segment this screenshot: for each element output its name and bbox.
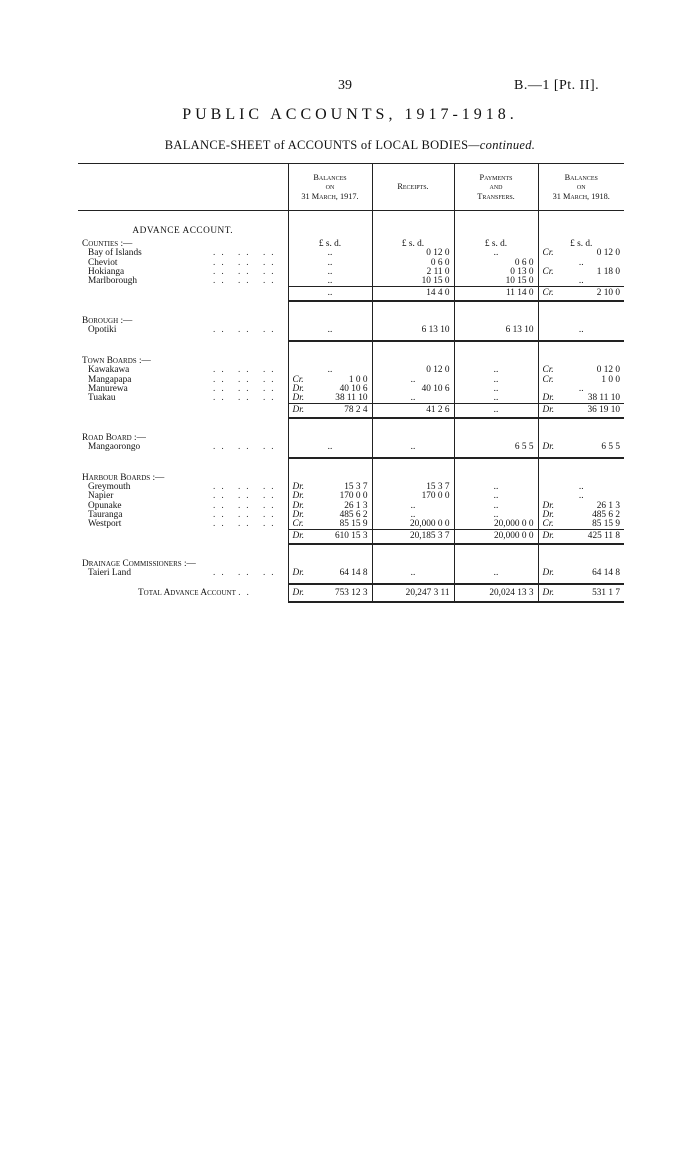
receipts: .. (372, 376, 454, 385)
balance-1918: .. (538, 492, 624, 501)
table-row: Opotiki .. .. .. .. 6 13 10 6 13 10 .. (78, 326, 624, 341)
header-blank (78, 164, 288, 211)
table-row: Hokianga .. .. .. .. 2 11 0 0 13 0 Cr. 1 18 0 (78, 268, 624, 277)
subtotal-1918: 36 19 10 (587, 404, 620, 415)
row-name: Bay of Islands (88, 248, 142, 259)
table-row: Manurewa .. .. .. Dr. 40 10 6 40 10 6 .. .. (78, 385, 624, 394)
balance-1917: 170 0 0 (339, 491, 368, 502)
table-row: Taieri Land .. .. .. Dr. 64 14 8 .. .. Dr. 64 14 8 (78, 569, 624, 584)
row-name: Opotiki (88, 324, 117, 335)
subtotal-1917: 610 15 3 (334, 530, 368, 541)
table-row: Westport .. .. .. Cr. 85 15 9 20,000 0 0 20,000 0 0 Cr. 85 15 9 (78, 520, 624, 530)
row-name: Tauranga (88, 509, 123, 520)
grand-total-payments: 20,024 13 3 (454, 584, 538, 602)
table-row: Bay of Islands .. .. .. .. 0 12 0 .. Cr. 0 12 0 (78, 249, 624, 258)
balance-1918: 85 15 9 (592, 519, 620, 530)
receipts: 0 12 0 (372, 366, 454, 375)
counties-heading: Counties :— (82, 239, 133, 250)
receipts: 170 0 0 (372, 492, 454, 501)
payments: 20,000 0 0 (454, 520, 538, 530)
subtitle-suffix: —continued. (468, 138, 536, 152)
balance-1917: 26 1 3 (344, 500, 368, 511)
receipts: 20,000 0 0 (372, 520, 454, 530)
payments: .. (454, 376, 538, 385)
account-title: ADVANCE ACCOUNT. (132, 226, 234, 236)
balance-1917: 1 0 0 (348, 374, 368, 385)
receipts: 0 12 0 (372, 249, 454, 258)
town-boards-heading: Town Boards :— (82, 356, 151, 367)
balance-1917: 85 15 9 (339, 519, 368, 530)
receipts: .. (372, 394, 454, 404)
balance-1917: 15 3 7 (344, 482, 368, 493)
subtitle-main: BALANCE-SHEET of ACCOUNTS of LOCAL BODIES (164, 138, 469, 152)
payments: .. (454, 249, 538, 258)
subtotal-payments: 20,000 0 0 (454, 530, 538, 544)
balance-1918: 64 14 8 (592, 567, 620, 578)
row-name: Opunake (88, 500, 122, 511)
receipts: 10 15 0 (372, 277, 454, 287)
lsd-label: £ s. d. (288, 240, 372, 249)
row-name: Mangapapa (88, 374, 132, 385)
receipts: .. (372, 511, 454, 520)
balance-1918: 1 0 0 (601, 374, 620, 385)
subtotal-1918: 2 10 0 (596, 287, 620, 298)
payments: .. (454, 502, 538, 511)
payments: 10 15 0 (454, 277, 538, 287)
receipts: 6 13 10 (372, 326, 454, 341)
payments: 0 6 0 (454, 259, 538, 268)
subtotal-1917: 78 2 4 (344, 404, 368, 415)
section-heading-row (78, 317, 624, 326)
row-name: Mangaorongo (88, 441, 141, 452)
balance-1917: 64 14 8 (339, 567, 368, 578)
subtotal-1918: 425 11 8 (587, 530, 620, 541)
grand-total-1917: 753 12 3 (334, 587, 368, 598)
drainage-heading: Drainage Commissioners :— (82, 558, 196, 569)
row-name: Kawakawa (88, 365, 130, 376)
balance-1918: 38 11 10 (587, 392, 620, 403)
harbour-boards-heading: Harbour Boards :— (82, 473, 165, 484)
balance-1917: .. (288, 326, 372, 341)
payments: .. (454, 394, 538, 404)
subtotal-receipts: 14 4 0 (372, 287, 454, 301)
table-row: Napier .. .. .. Dr. 170 0 0 170 0 0 .. .. (78, 492, 624, 501)
balance-1917: .. (288, 277, 372, 287)
balance-1918: .. (538, 326, 624, 341)
row-name: Cheviot (88, 257, 118, 268)
balance-1917: .. (288, 268, 372, 277)
balance-1918: 0 12 0 (596, 365, 620, 376)
subtotal-payments: 11 14 0 (454, 287, 538, 301)
subtotal-payments: .. (454, 404, 538, 418)
balance-1917: .. (288, 259, 372, 268)
subtotal-receipts: 20,185 3 7 (372, 530, 454, 544)
balance-1918-prefix: Cr. (542, 266, 554, 277)
balance-1918: 26 1 3 (596, 500, 620, 511)
road-board-heading: Road Board :— (82, 432, 146, 443)
lsd-label: £ s. d. (454, 240, 538, 249)
row-name: Greymouth (88, 482, 131, 493)
balance-1918: .. (538, 385, 624, 394)
grand-total-label: Total Advance Account (138, 587, 236, 598)
grand-total-row: Total Advance Account .. Dr. 753 12 3 20,247 3 11 20,024 13 3 Dr. 531 1 7 (78, 584, 624, 602)
subtotal-row: .. 14 4 0 11 14 0 Cr. 2 10 0 (78, 287, 624, 301)
payments: 6 5 5 (454, 443, 538, 458)
grand-total-1918: 531 1 7 (592, 587, 620, 598)
row-name: Tuakau (88, 392, 116, 403)
row-name: Westport (88, 519, 122, 530)
receipts: 0 6 0 (372, 259, 454, 268)
table-row: Greymouth .. .. .. Dr. 15 3 7 15 3 7 .. .. (78, 483, 624, 492)
balance-1917: .. (288, 249, 372, 258)
balance-1918: 485 6 2 (592, 509, 620, 520)
payments: 0 13 0 (454, 268, 538, 277)
receipts: .. (372, 443, 454, 458)
table-row: Mangapapa .. .. .. Cr. 1 0 0 .. .. Cr. 1 0 0 (78, 376, 624, 385)
payments: .. (454, 511, 538, 520)
receipts: 40 10 6 (372, 385, 454, 394)
subtotal-row: Dr. 610 15 3 20,185 3 7 20,000 0 0 Dr. 425 11 8 (78, 530, 624, 544)
lsd-label: £ s. d. (538, 240, 624, 249)
borough-heading: Borough :— (82, 315, 133, 326)
receipts: .. (372, 569, 454, 584)
header-receipts: Receipts. (372, 164, 454, 211)
balance-1918: 1 18 0 (596, 266, 620, 277)
balance-1918: 6 5 5 (601, 441, 620, 452)
header-payments-transfers: Payments and Transfers. (454, 164, 538, 211)
receipts: 2 11 0 (372, 268, 454, 277)
page-subtitle (0, 138, 700, 153)
header-balances-1918: Balances on 31 March, 1918. (538, 164, 624, 211)
document-reference: B.—1 [Pt. II]. (514, 78, 600, 93)
row-name: Hokianga (88, 266, 125, 277)
table-row: Tauranga .. .. .. Dr. 485 6 2 .. .. Dr. 485 6 2 (78, 511, 624, 520)
table-row: Mangaorongo .. .. .. .. .. 6 5 5 Dr. 6 5 5 (78, 443, 624, 458)
lsd-label: £ s. d. (372, 240, 454, 249)
page-number: 39 (338, 78, 352, 93)
table-row: Cheviot .. .. .. .. 0 6 0 0 6 0 .. (78, 259, 624, 268)
payments: .. (454, 366, 538, 375)
balance-1918: .. (538, 259, 624, 268)
balance-1917: .. (288, 366, 372, 375)
subtotal-receipts: 41 2 6 (372, 404, 454, 418)
balance-sheet-table (78, 163, 624, 603)
balance-1918: .. (538, 483, 624, 492)
subtotal-1917: .. (288, 287, 372, 301)
balance-1917: 40 10 6 (339, 383, 368, 394)
balance-1917: 38 11 10 (335, 392, 368, 403)
row-name: Taieri Land (88, 567, 131, 578)
grand-total-receipts: 20,247 3 11 (372, 584, 454, 602)
receipts: 15 3 7 (372, 483, 454, 492)
table-row: Kawakawa .. .. .. .. 0 12 0 .. Cr. 0 12 0 (78, 366, 624, 375)
header-row (78, 164, 624, 211)
row-name: Marlborough (88, 276, 138, 287)
table-row: Marlborough .. .. .. .. 10 15 0 10 15 0 .. (78, 277, 624, 287)
payments: .. (454, 569, 538, 584)
balance-1917: .. (288, 443, 372, 458)
table-row: Opunake .. .. .. Dr. 26 1 3 .. .. Dr. 26 1 3 (78, 502, 624, 511)
header-balances-1917: Balances on 31 March, 1917. (288, 164, 372, 211)
account-title-row (78, 227, 624, 236)
payments: .. (454, 492, 538, 501)
payments: .. (454, 483, 538, 492)
row-name: Napier (88, 491, 114, 502)
balance-1917: 485 6 2 (339, 509, 368, 520)
payments: 6 13 10 (454, 326, 538, 341)
balance-1918: 0 12 0 (596, 248, 620, 259)
balance-1918-prefix: Cr. (542, 248, 554, 259)
balance-1918: .. (538, 277, 624, 287)
subtotal-row: Dr. 78 2 4 41 2 6 .. Dr. 36 19 10 (78, 404, 624, 418)
table-row: Tuakau .. .. .. Dr. 38 11 10 .. .. Dr. 38 11 10 (78, 394, 624, 404)
row-name: Manurewa (88, 383, 128, 394)
receipts: .. (372, 502, 454, 511)
page-title: PUBLIC ACCOUNTS, 1917-1918. (182, 106, 518, 123)
payments: .. (454, 385, 538, 394)
